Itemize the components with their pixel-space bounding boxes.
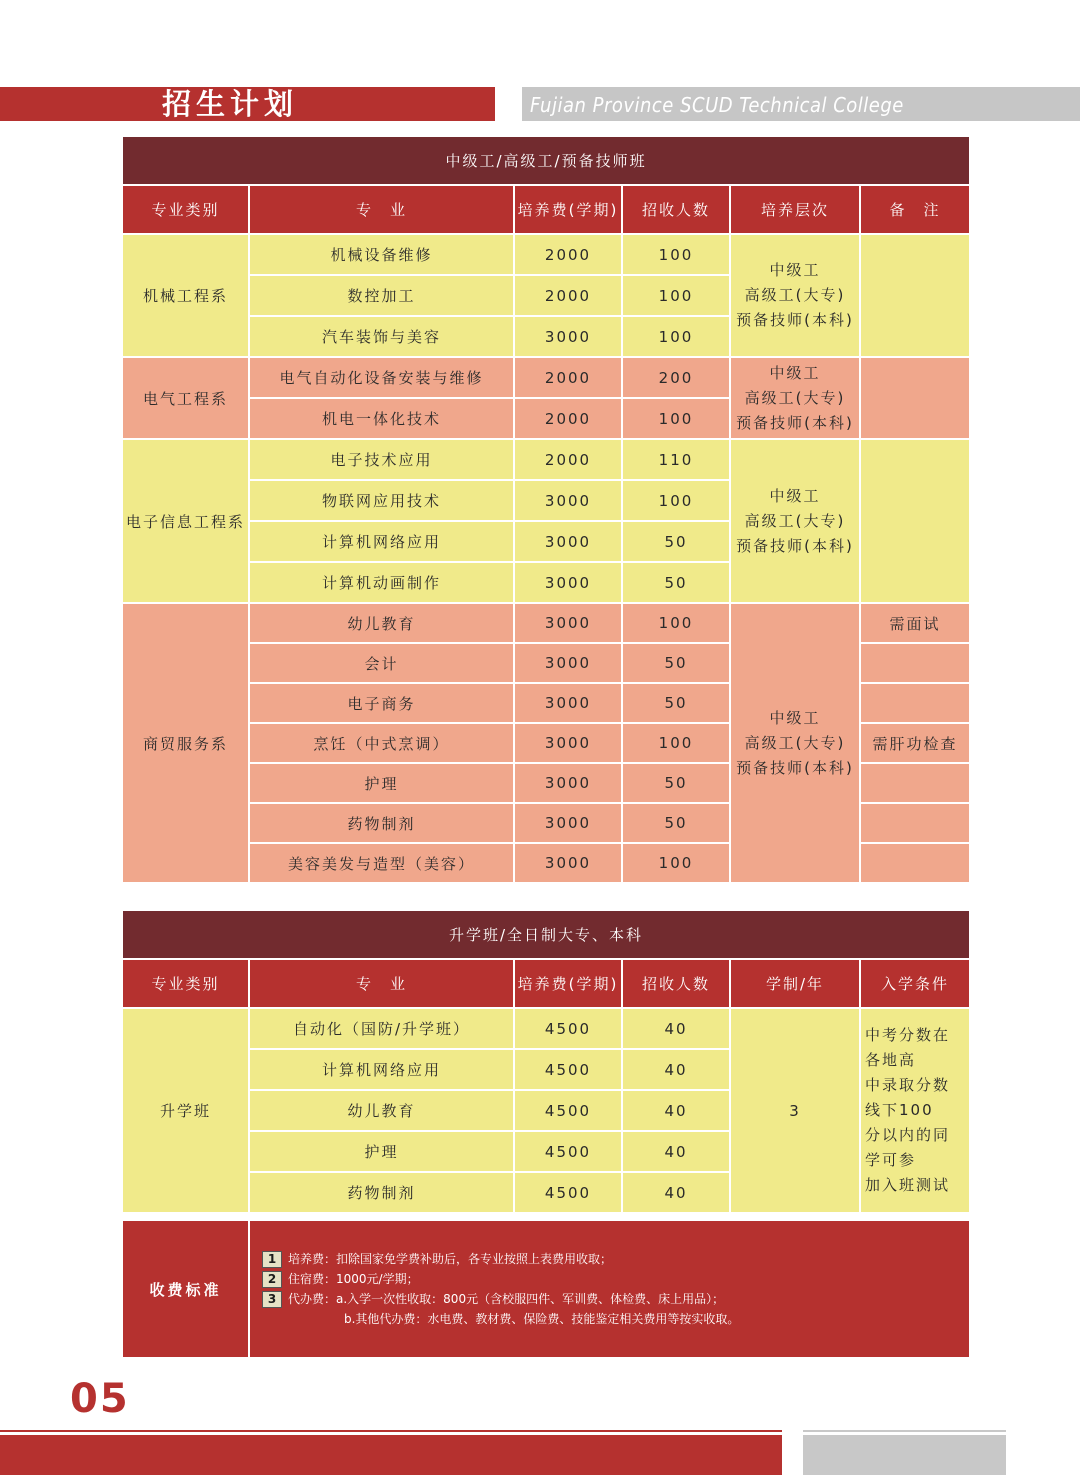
- table-row: [122, 234, 970, 275]
- major-cell: 电子技术应用: [249, 439, 514, 480]
- note-cell: [860, 357, 970, 439]
- major-cell: 电气自动化设备安装与维修: [249, 357, 514, 398]
- column-header: 专业类别: [122, 185, 249, 234]
- level-cell: [730, 439, 860, 603]
- table-title: 中级工/高级工/预备技师班: [122, 136, 970, 185]
- fee-cell: 3000: [514, 643, 622, 683]
- enrollment-table-technician: [121, 135, 971, 884]
- count-cell: 110: [622, 439, 730, 480]
- column-header: 入学条件: [860, 959, 970, 1008]
- count-cell: 50: [622, 643, 730, 683]
- fee-cell: 2000: [514, 439, 622, 480]
- note-cell: [860, 683, 970, 723]
- table-title: 升学班/全日制大专、本科: [122, 910, 970, 959]
- fee-item-extra: b.其他代办费：水电费、教材费、保险费、技能鉴定相关费用等按实收取。: [344, 1312, 740, 1326]
- major-cell: 药物制剂: [249, 803, 514, 843]
- footer-gray-line: [803, 1430, 1006, 1432]
- major-cell: 烹饪（中式烹调）: [249, 723, 514, 763]
- major-cell: 计算机动画制作: [249, 562, 514, 603]
- count-cell: 100: [622, 843, 730, 883]
- count-cell: 100: [622, 723, 730, 763]
- count-cell: 50: [622, 521, 730, 562]
- fee-cell: 3000: [514, 683, 622, 723]
- count-cell: 100: [622, 480, 730, 521]
- note-cell: [860, 439, 970, 603]
- condition-cell: [860, 1008, 970, 1213]
- note-cell: [860, 763, 970, 803]
- count-cell: 40: [622, 1090, 730, 1131]
- fee-standard-body: [249, 1220, 970, 1358]
- note-cell: [860, 803, 970, 843]
- major-cell: 会计: [249, 643, 514, 683]
- major-cell: 物联网应用技术: [249, 480, 514, 521]
- department-cell: 商贸服务系: [122, 603, 249, 883]
- table-row: [122, 1008, 970, 1049]
- count-cell: 50: [622, 803, 730, 843]
- fee-standard-label: 收费标准: [122, 1220, 249, 1358]
- major-cell: 幼儿教育: [249, 1090, 514, 1131]
- major-cell: 电子商务: [249, 683, 514, 723]
- count-cell: 100: [622, 398, 730, 439]
- level-line: 高级工(大专): [744, 733, 846, 752]
- fee-cell: 4500: [514, 1008, 622, 1049]
- column-header: 专业类别: [122, 959, 249, 1008]
- table-row: [122, 439, 970, 480]
- section-title: 招生计划: [162, 87, 299, 121]
- major-cell: 机电一体化技术: [249, 398, 514, 439]
- count-cell: 100: [622, 316, 730, 357]
- note-cell: [860, 234, 970, 357]
- fee-cell: 4500: [514, 1172, 622, 1213]
- fee-item-text: 培养费：扣除国家免学费补助后，各专业按照上表费用收取；: [288, 1252, 613, 1266]
- level-line: 中级工: [769, 261, 821, 279]
- fee-cell: 3000: [514, 843, 622, 883]
- level-cell: [730, 603, 860, 883]
- college-name: Fujian Province SCUD Technical College: [530, 93, 904, 117]
- note-cell: 需面试: [860, 603, 970, 643]
- note-cell: 需肝功检查: [860, 723, 970, 763]
- footer-red-line: [0, 1430, 782, 1432]
- count-cell: 50: [622, 763, 730, 803]
- footer-gray-band: [803, 1435, 1006, 1475]
- major-cell: 计算机网络应用: [249, 521, 514, 562]
- level-line: 高级工(大专): [744, 511, 846, 530]
- level-line: 中级工: [769, 708, 821, 727]
- column-header: 备 注: [860, 185, 970, 234]
- fee-cell: 4500: [514, 1049, 622, 1090]
- fee-cell: 2000: [514, 234, 622, 275]
- number-badge: 3: [262, 1291, 282, 1308]
- count-cell: 100: [622, 234, 730, 275]
- fee-cell: 3000: [514, 521, 622, 562]
- major-cell: 药物制剂: [249, 1172, 514, 1213]
- fee-cell: 4500: [514, 1090, 622, 1131]
- count-cell: 40: [622, 1131, 730, 1172]
- count-cell: 200: [622, 357, 730, 398]
- fee-cell: 3000: [514, 480, 622, 521]
- level-line: 高级工(大专): [744, 286, 846, 304]
- department-cell: 机械工程系: [122, 234, 249, 357]
- footer-red-band: [0, 1435, 782, 1475]
- major-cell: 美容美发与造型（美容）: [249, 843, 514, 883]
- department-cell: 电子信息工程系: [122, 439, 249, 603]
- condition-line: 中考分数在各地高: [865, 1026, 951, 1069]
- count-cell: 100: [622, 275, 730, 316]
- column-header: 学制/年: [730, 959, 860, 1008]
- level-line: 预备技师(本科): [736, 758, 854, 777]
- fee-cell: 4500: [514, 1131, 622, 1172]
- fee-item-text: 代办费：a.入学一次性收取：800元（含校服四件、军训费、体检费、床上用品）；: [288, 1292, 725, 1306]
- fee-cell: 2000: [514, 398, 622, 439]
- fee-item: [262, 1269, 957, 1289]
- major-cell: 幼儿教育: [249, 603, 514, 643]
- table-row: [122, 603, 970, 643]
- fee-item: [262, 1289, 957, 1309]
- table-row: [122, 357, 970, 398]
- number-badge: 1: [262, 1251, 282, 1268]
- count-cell: 40: [622, 1049, 730, 1090]
- count-cell: 50: [622, 562, 730, 603]
- fee-cell: 3000: [514, 562, 622, 603]
- level-line: 高级工(大专): [744, 388, 846, 407]
- level-line: 中级工: [769, 486, 821, 505]
- level-cell: [730, 357, 860, 439]
- major-cell: 计算机网络应用: [249, 1049, 514, 1090]
- count-cell: 40: [622, 1172, 730, 1213]
- column-header: 专 业: [249, 959, 514, 1008]
- fee-cell: 3000: [514, 803, 622, 843]
- column-header: 培养费(学期): [514, 959, 622, 1008]
- level-cell: [730, 234, 860, 357]
- fee-cell: 2000: [514, 357, 622, 398]
- department-cell: 电气工程系: [122, 357, 249, 439]
- condition-line: 加入班测试: [865, 1176, 951, 1194]
- fee-cell: 3000: [514, 603, 622, 643]
- major-cell: 自动化（国防/升学班）: [249, 1008, 514, 1049]
- enrollment-table-college: [121, 909, 971, 1214]
- condition-line: 分以内的同学可参: [865, 1126, 951, 1169]
- column-header: 招收人数: [622, 959, 730, 1008]
- note-cell: [860, 843, 970, 883]
- major-cell: 护理: [249, 1131, 514, 1172]
- fee-standard-table: [121, 1219, 971, 1359]
- column-header: 专 业: [249, 185, 514, 234]
- level-line: 中级工: [769, 363, 821, 382]
- count-cell: 40: [622, 1008, 730, 1049]
- level-line: 预备技师(本科): [736, 536, 854, 555]
- major-cell: 机械设备维修: [249, 234, 514, 275]
- count-cell: 100: [622, 603, 730, 643]
- major-cell: 护理: [249, 763, 514, 803]
- column-header: 培养层次: [730, 185, 860, 234]
- fee-item: [262, 1249, 957, 1269]
- page-number: 05: [70, 1376, 130, 1422]
- fee-cell: 3000: [514, 763, 622, 803]
- level-line: 预备技师(本科): [736, 311, 854, 329]
- major-cell: 汽车装饰与美容: [249, 316, 514, 357]
- column-header: 培养费(学期): [514, 185, 622, 234]
- condition-line: 中录取分数线下100: [865, 1076, 951, 1119]
- number-badge: 2: [262, 1271, 282, 1288]
- column-header: 招收人数: [622, 185, 730, 234]
- category-cell: 升学班: [122, 1008, 249, 1213]
- major-cell: 数控加工: [249, 275, 514, 316]
- count-cell: 50: [622, 683, 730, 723]
- note-cell: [860, 643, 970, 683]
- fee-cell: 3000: [514, 723, 622, 763]
- years-cell: 3: [730, 1008, 860, 1213]
- level-line: 预备技师(本科): [736, 413, 854, 432]
- fee-cell: 3000: [514, 316, 622, 357]
- fee-cell: 2000: [514, 275, 622, 316]
- fee-item-text: 住宿费：1000元/学期；: [288, 1272, 419, 1286]
